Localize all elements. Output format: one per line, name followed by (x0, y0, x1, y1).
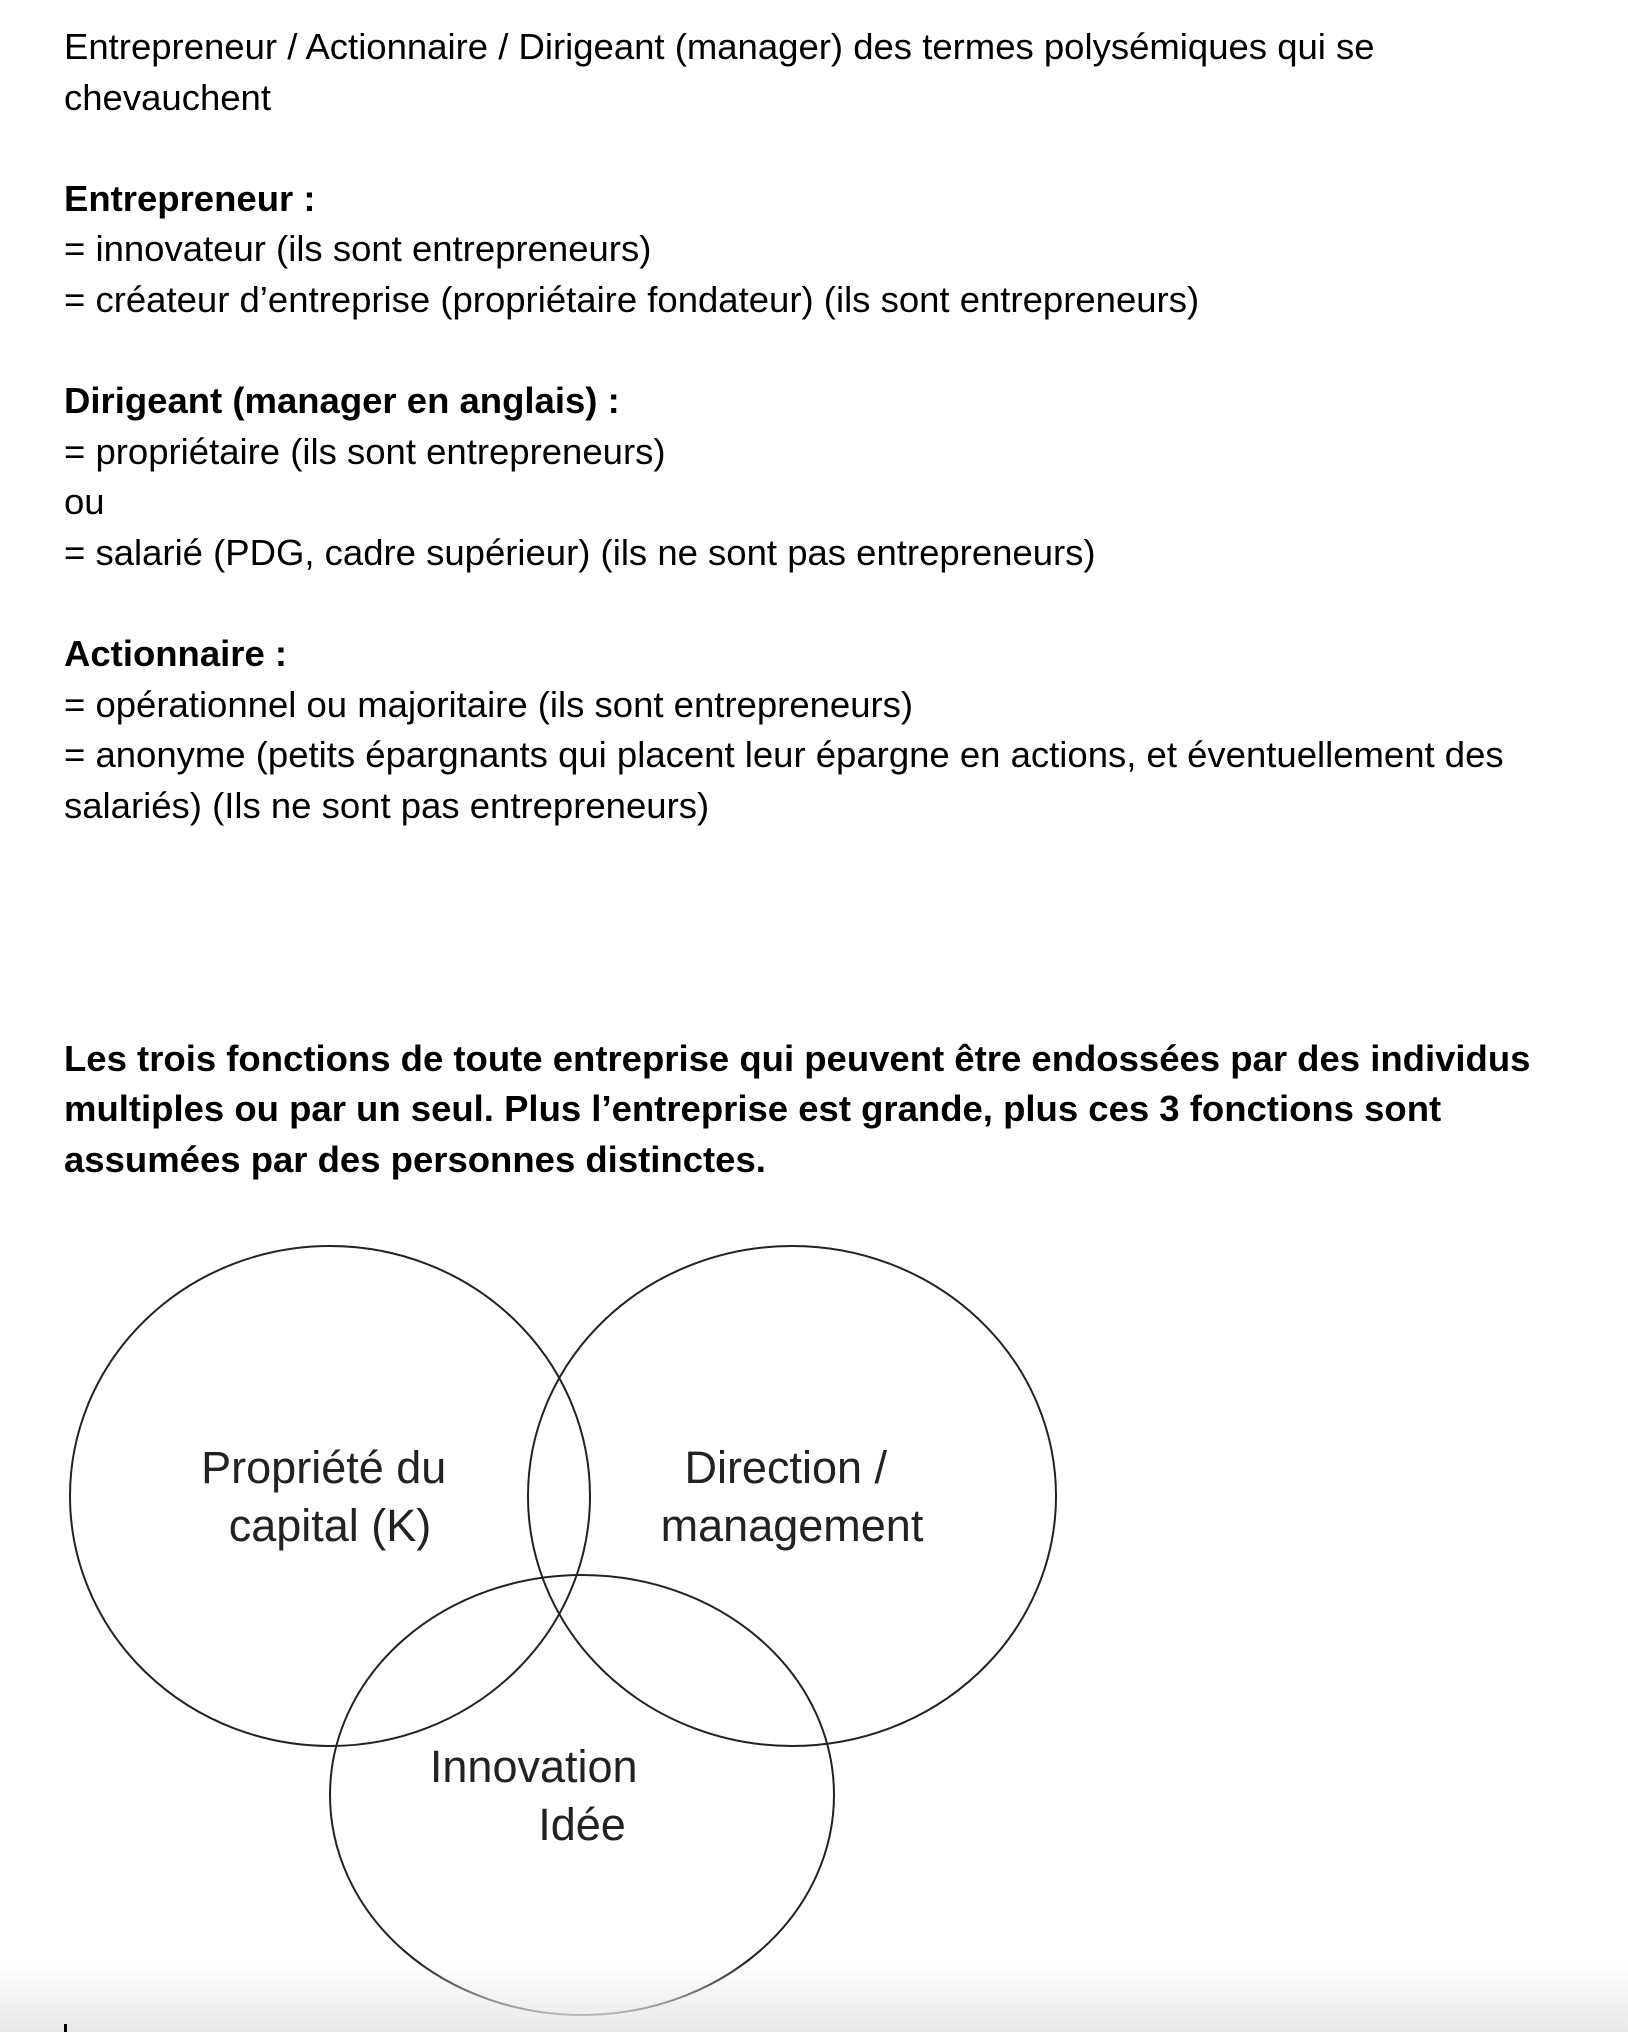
label-capital-line: Propriété du (201, 1442, 447, 1493)
text-cursor (64, 2024, 67, 2032)
functions-heading (64, 1034, 1624, 1186)
definition-line: = créateur d’entreprise (propriétaire fondateur) (ils sont entrepreneurs) (64, 278, 1200, 320)
venn-svg (60, 1236, 1080, 2026)
spacer (64, 326, 1614, 377)
section-actionnaire (64, 629, 1614, 831)
document-title (64, 22, 1614, 123)
functions-heading-line: multiples ou par un seul. Plus l’entreprise est grande, plus ces 3 fonctions sont (64, 1088, 1442, 1130)
section-heading-entrepreneur: Entrepreneur : (64, 177, 316, 219)
spacer (64, 123, 1614, 174)
label-direction-line: Direction / (684, 1442, 888, 1493)
page-bottom-shadow (0, 1962, 1628, 2032)
circle-innovation (330, 1575, 834, 2015)
label-innovation (430, 1741, 650, 1850)
label-direction-line: management (660, 1500, 924, 1551)
definition-line: = salarié (PDG, cadre supérieur) (ils ne sont pas entrepreneurs) (64, 531, 1096, 573)
spacer (64, 832, 1614, 1034)
label-capital-line: capital (K) (228, 1500, 432, 1551)
functions-heading-line: assumées par des personnes distinctes. (64, 1138, 766, 1180)
section-heading-actionnaire: Actionnaire : (64, 633, 288, 675)
label-innovation-line: Innovation (429, 1741, 638, 1792)
circle-direction (528, 1246, 1056, 1746)
definition-line: = propriétaire (ils sont entrepreneurs) (64, 430, 666, 472)
label-direction (661, 1442, 924, 1551)
section-entrepreneur (64, 174, 1614, 326)
definition-line: = innovateur (ils sont entrepreneurs) (64, 228, 652, 270)
functions-heading-line: Les trois fonctions de toute entreprise qui peuvent être endossées par des individus (64, 1037, 1531, 1079)
document-body (64, 22, 1614, 1185)
title-line: Entrepreneur / Actionnaire / Dirigeant (manager) des termes polysémiques qui se (64, 26, 1375, 67)
definition-line: = anonyme (petits épargnants qui placent leur épargne en actions, et éventuellement des (64, 734, 1504, 776)
circle-capital (70, 1246, 590, 1746)
definition-line: = opérationnel ou majoritaire (ils sont entrepreneurs) (64, 683, 914, 725)
spacer (64, 579, 1614, 630)
definition-line: ou (64, 481, 105, 523)
label-capital (201, 1442, 459, 1551)
label-innovation-line: Idée (538, 1799, 626, 1850)
venn-diagram (60, 1236, 1080, 2026)
title-line: chevauchent (64, 76, 271, 118)
definition-line: salariés) (Ils ne sont pas entrepreneurs) (64, 784, 710, 826)
section-dirigeant (64, 376, 1614, 578)
section-heading-dirigeant: Dirigeant (manager en anglais) : (64, 380, 620, 422)
